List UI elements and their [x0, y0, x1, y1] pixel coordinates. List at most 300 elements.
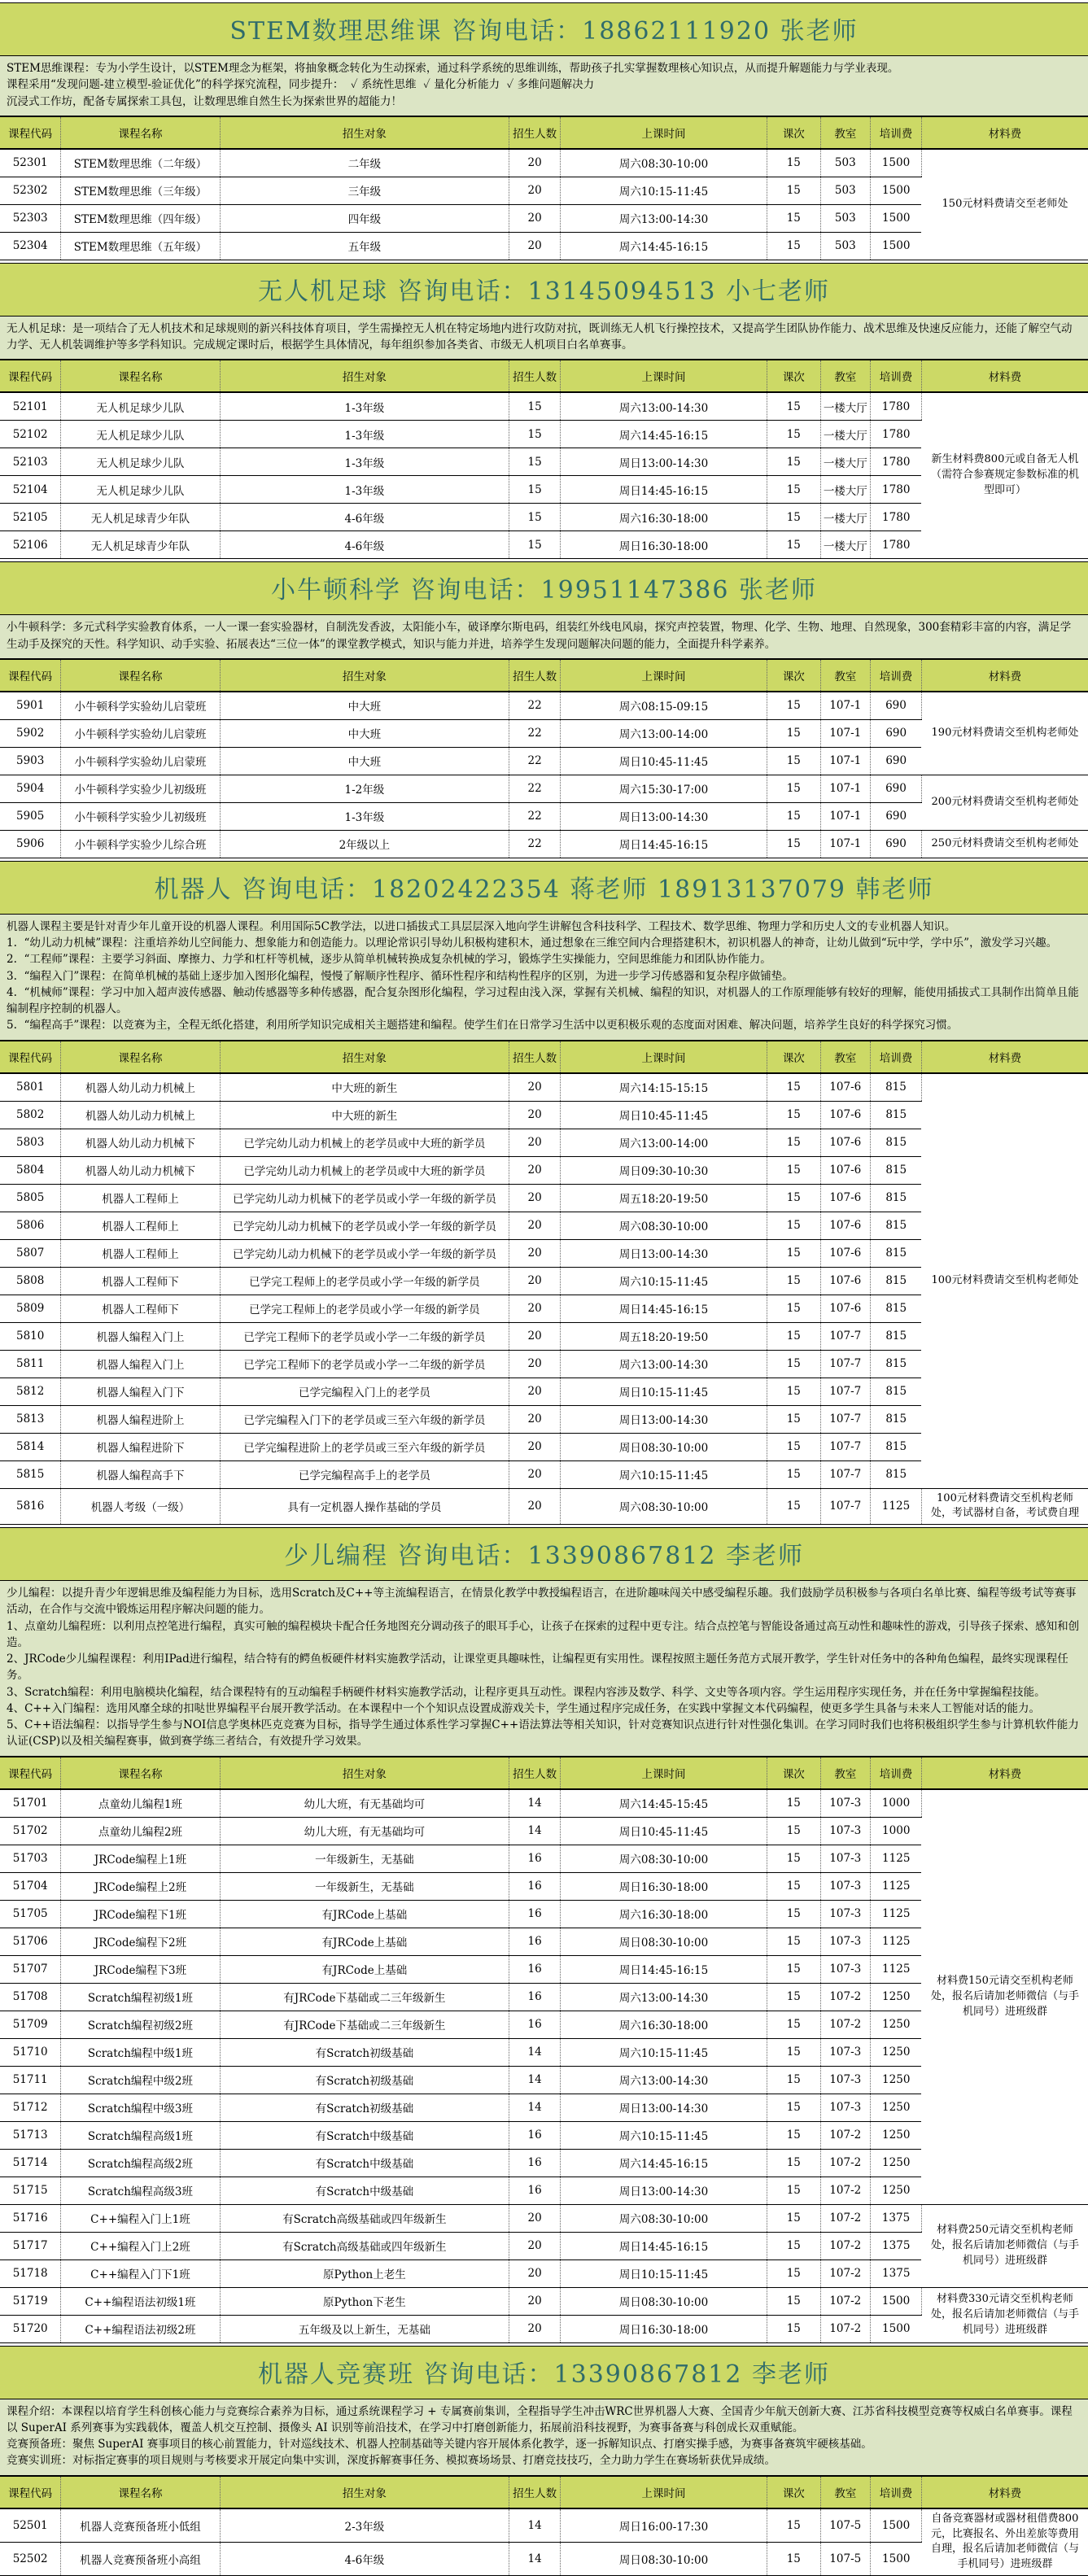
cell-code: 51706 [0, 1928, 61, 1955]
cell-name: C++编程入门下1班 [61, 2259, 220, 2287]
column-header-material: 材料费 [921, 1041, 1088, 1073]
cell-target: 有Scratch高级基础或四年级新生 [220, 2232, 509, 2259]
section-title: STEM数理思维课 咨询电话：18862111920 张老师 [0, 2, 1088, 56]
column-header-target: 招生对象 [220, 659, 509, 692]
cell-target: 有Scratch初级基础 [220, 2038, 509, 2066]
cell-room: 107-1 [820, 802, 871, 830]
cell-sessions: 15 [767, 1212, 821, 1239]
cell-capacity: 20 [509, 1156, 561, 1184]
cell-target: 中大班的新生 [220, 1101, 509, 1129]
cell-name: 机器人考级（一级） [61, 1488, 220, 1525]
cell-capacity: 14 [509, 2542, 561, 2575]
header-row [0, 659, 1088, 692]
cell-code: 51708 [0, 1983, 61, 2011]
cell-target: 原Python上老生 [220, 2259, 509, 2287]
cell-target: 已学完幼儿动力机械下的老学员或小学一年级的新学员 [220, 1212, 509, 1239]
cell-code: 5811 [0, 1350, 61, 1378]
cell-sessions: 15 [767, 1350, 821, 1378]
cell-room: 107-2 [820, 2287, 871, 2315]
cell-fee: 815 [871, 1378, 922, 1405]
cell-time: 周六13:00-14:30 [561, 2066, 767, 2094]
cell-code: 52502 [0, 2542, 61, 2575]
cell-time: 周六08:30-10:00 [561, 149, 767, 177]
column-header-code: 课程代码 [0, 1757, 61, 1789]
description-line: 4. “机械师”课程：学习中加入超声波传感器、触动传感器等多种传感器，配合复杂图形化编程，学习过程由浅入深，掌握有关机械、编程的知识，对机器人的工作原理能够有较好的理解，能使用插拔式工具制作出简单且能编制程序控制的机器人。 [7, 985, 1079, 1015]
cell-target: 1-3年级 [220, 421, 509, 448]
cell-capacity: 20 [509, 1101, 561, 1129]
cell-target: 4-6年级 [220, 504, 509, 531]
cell-time: 周日13:00-14:30 [561, 2177, 767, 2204]
cell-capacity: 20 [509, 177, 561, 204]
column-header-name: 课程名称 [61, 2476, 220, 2508]
column-header-fee: 培训费 [871, 116, 922, 149]
cell-capacity: 22 [509, 802, 561, 830]
cell-name: 无人机足球少儿队 [61, 392, 220, 421]
cell-sessions: 15 [767, 692, 821, 720]
cell-target: 一年级新生，无基础 [220, 1872, 509, 1900]
cell-target: 已学完工程师上的老学员或小学一年级的新学员 [220, 1295, 509, 1322]
cell-sessions: 15 [767, 2542, 821, 2575]
cell-room: 107-1 [820, 775, 871, 802]
course-row [0, 2204, 1088, 2232]
column-header-room: 教室 [820, 1757, 871, 1789]
cell-code: 51709 [0, 2011, 61, 2038]
cell-name: 点童幼儿编程1班 [61, 1789, 220, 1818]
cell-target: 已学完编程入门上的老学员 [220, 1378, 509, 1405]
column-header-material: 材料费 [921, 2476, 1088, 2508]
cell-room: 107-2 [820, 2121, 871, 2149]
cell-name: 机器人幼儿动力机械下 [61, 1129, 220, 1156]
cell-room: 107-5 [820, 2508, 871, 2543]
cell-time: 周日13:00-14:30 [561, 802, 767, 830]
cell-fee: 690 [871, 802, 922, 830]
cell-target: 四年级 [220, 204, 509, 232]
column-header-name: 课程名称 [61, 1757, 220, 1789]
column-header-room: 教室 [820, 2476, 871, 2508]
cell-target: 原Python下老生 [220, 2287, 509, 2315]
cell-fee: 1125 [871, 1488, 922, 1525]
cell-code: 51702 [0, 1817, 61, 1845]
cell-room: 107-6 [820, 1267, 871, 1295]
column-header-target: 招生对象 [220, 1041, 509, 1073]
cell-capacity: 20 [509, 232, 561, 260]
cell-time: 周六08:30-10:00 [561, 2204, 767, 2232]
cell-target: 已学完工程师下的老学员或小学一二年级的新学员 [220, 1350, 509, 1378]
cell-material: 材料费150元请交至机构老师处，报名后请加老师微信（与手机同号）进班级群 [921, 1789, 1088, 2205]
course-section [0, 2, 1088, 260]
cell-name: 小牛顿科学实验少儿初级班 [61, 802, 220, 830]
cell-room: 一楼大厅 [820, 476, 871, 504]
cell-fee: 1780 [871, 504, 922, 531]
column-header-capacity: 招生人数 [509, 2476, 561, 2508]
cell-time: 周六15:30-17:00 [561, 775, 767, 802]
cell-time: 周六16:30-18:00 [561, 2011, 767, 2038]
cell-fee: 1250 [871, 2038, 922, 2066]
cell-capacity: 20 [509, 1378, 561, 1405]
cell-target: 五年级及以上新生，无基础 [220, 2315, 509, 2342]
cell-name: 机器人编程入门下 [61, 1378, 220, 1405]
cell-capacity: 15 [509, 476, 561, 504]
cell-fee: 1780 [871, 531, 922, 559]
cell-capacity: 22 [509, 830, 561, 858]
cell-sessions: 15 [767, 1872, 821, 1900]
cell-code: 5801 [0, 1073, 61, 1102]
cell-fee: 1500 [871, 2542, 922, 2575]
cell-code: 5904 [0, 775, 61, 802]
cell-room: 107-2 [820, 2149, 871, 2177]
cell-target: 有Scratch中级基础 [220, 2149, 509, 2177]
cell-fee: 815 [871, 1184, 922, 1212]
cell-code: 5816 [0, 1488, 61, 1525]
cell-capacity: 22 [509, 747, 561, 775]
cell-fee: 815 [871, 1101, 922, 1129]
column-header-time: 上课时间 [561, 2476, 767, 2508]
cell-room: 107-6 [820, 1073, 871, 1102]
cell-capacity: 20 [509, 1322, 561, 1350]
cell-target: 有JRCode下基础或二三年级新生 [220, 2011, 509, 2038]
cell-time: 周六08:30-10:00 [561, 1845, 767, 1872]
cell-code: 51715 [0, 2177, 61, 2204]
cell-fee: 1375 [871, 2232, 922, 2259]
cell-sessions: 15 [767, 1405, 821, 1433]
column-header-code: 课程代码 [0, 2476, 61, 2508]
cell-sessions: 15 [767, 204, 821, 232]
cell-room: 107-6 [820, 1101, 871, 1129]
cell-target: 已学完编程入门下的老学员或三至六年级的新学员 [220, 1405, 509, 1433]
cell-sessions: 15 [767, 2259, 821, 2287]
cell-name: 无人机足球青少年队 [61, 531, 220, 559]
cell-name: JRCode编程下1班 [61, 1900, 220, 1928]
column-header-time: 上课时间 [561, 360, 767, 393]
cell-code: 5809 [0, 1295, 61, 1322]
column-header-time: 上课时间 [561, 1041, 767, 1073]
cell-capacity: 16 [509, 1845, 561, 1872]
cell-code: 52304 [0, 232, 61, 260]
cell-name: 机器人编程进阶下 [61, 1433, 220, 1460]
cell-code: 5901 [0, 692, 61, 720]
description-line: 3. “编程入门”课程：在简单机械的基础上逐步加入图形化编程，慢慢了解顺序性程序、循环性程序和结构性程序的区别，为进一步学习传感器和复杂程序做铺垫。 [7, 969, 793, 983]
cell-target: 具有一定机器人操作基础的学员 [220, 1488, 509, 1525]
cell-sessions: 15 [767, 719, 821, 747]
cell-room: 107-6 [820, 1239, 871, 1267]
cell-capacity: 16 [509, 1900, 561, 1928]
cell-room: 107-6 [820, 1184, 871, 1212]
cell-time: 周六10:15-11:45 [561, 2121, 767, 2149]
column-header-code: 课程代码 [0, 659, 61, 692]
cell-sessions: 15 [767, 2204, 821, 2232]
cell-target: 有Scratch初级基础 [220, 2066, 509, 2094]
section-title: 无人机足球 咨询电话：13145094513 小七老师 [0, 263, 1088, 317]
cell-capacity: 14 [509, 1817, 561, 1845]
cell-target: 1-3年级 [220, 392, 509, 421]
cell-capacity: 16 [509, 2149, 561, 2177]
cell-name: STEM数理思维（二年级） [61, 149, 220, 177]
cell-fee: 1500 [871, 2287, 922, 2315]
cell-time: 周日13:00-14:30 [561, 1405, 767, 1433]
cell-time: 周日08:30-10:00 [561, 1928, 767, 1955]
cell-room: 503 [820, 204, 871, 232]
cell-target: 已学完编程高手上的老学员 [220, 1460, 509, 1488]
column-header-fee: 培训费 [871, 1757, 922, 1789]
cell-name: 机器人编程入门上 [61, 1350, 220, 1378]
cell-fee: 815 [871, 1460, 922, 1488]
cell-capacity: 15 [509, 421, 561, 448]
cell-time: 周日10:45-11:45 [561, 747, 767, 775]
cell-capacity: 14 [509, 2094, 561, 2121]
cell-code: 51710 [0, 2038, 61, 2066]
cell-code: 51718 [0, 2259, 61, 2287]
cell-room: 107-7 [820, 1322, 871, 1350]
cell-sessions: 15 [767, 1378, 821, 1405]
cell-time: 周日13:00-14:30 [561, 2094, 767, 2121]
cell-code: 5807 [0, 1239, 61, 1267]
cell-fee: 815 [871, 1239, 922, 1267]
cell-material: 190元材料费请交至机构老师处 [921, 692, 1088, 775]
cell-room: 107-7 [820, 1405, 871, 1433]
cell-capacity: 20 [509, 2259, 561, 2287]
cell-code: 5905 [0, 802, 61, 830]
cell-fee: 1125 [871, 1900, 922, 1928]
cell-sessions: 15 [767, 2177, 821, 2204]
cell-material: 新生材料费800元或自备无人机（需符合参赛规定参数标准的机型即可） [921, 392, 1088, 559]
course-table [0, 116, 1088, 260]
cell-code: 5813 [0, 1405, 61, 1433]
cell-sessions: 15 [767, 1295, 821, 1322]
cell-name: 机器人幼儿动力机械上 [61, 1073, 220, 1102]
cell-room: 107-5 [820, 2542, 871, 2575]
description-line: 5. “编程高手”课程：以竞赛为主，全程无纸化搭建，利用所学知识完成相关主题搭建和编程。使学生们在日常学习生活中以更积极乐观的态度面对困难、解决问题，培养学生良好的科学探究习惯。 [7, 1019, 959, 1033]
header-row [0, 2476, 1088, 2508]
cell-capacity: 20 [509, 1239, 561, 1267]
cell-name: 机器人工程师上 [61, 1184, 220, 1212]
cell-name: 无人机足球少儿队 [61, 448, 220, 476]
cell-room: 107-7 [820, 1378, 871, 1405]
cell-room: 107-2 [820, 2011, 871, 2038]
description-line: 2. “工程师”课程：主要学习斜面、摩擦力、力学和杠杆等机械，逐步从简单机械转换成复杂机械的学习，锻炼学生实操能力，空间思维能力和团队协作能力。 [7, 953, 771, 967]
cell-time: 周六13:00-14:30 [561, 1983, 767, 2011]
section-description [0, 56, 1088, 116]
cell-sessions: 15 [767, 2121, 821, 2149]
cell-code: 5906 [0, 830, 61, 858]
course-row [0, 392, 1088, 421]
column-header-sessions: 课次 [767, 659, 821, 692]
column-header-fee: 培训费 [871, 659, 922, 692]
cell-capacity: 22 [509, 719, 561, 747]
cell-target: 已学完工程师下的老学员或小学一二年级的新学员 [220, 1322, 509, 1350]
cell-fee: 690 [871, 692, 922, 720]
cell-sessions: 15 [767, 392, 821, 421]
cell-fee: 815 [871, 1295, 922, 1322]
cell-target: 已学完编程进阶上的老学员或三至六年级的新学员 [220, 1433, 509, 1460]
cell-capacity: 16 [509, 1983, 561, 2011]
cell-time: 周日14:45-16:15 [561, 1955, 767, 1983]
cell-target: 1-3年级 [220, 802, 509, 830]
cell-target: 1-3年级 [220, 448, 509, 476]
cell-fee: 1375 [871, 2204, 922, 2232]
cell-fee: 1780 [871, 448, 922, 476]
column-header-name: 课程名称 [61, 360, 220, 393]
cell-sessions: 15 [767, 2508, 821, 2543]
cell-capacity: 20 [509, 1295, 561, 1322]
cell-room: 503 [820, 149, 871, 177]
cell-time: 周日16:30-18:00 [561, 531, 767, 559]
column-header-sessions: 课次 [767, 2476, 821, 2508]
cell-time: 周日10:15-11:45 [561, 2259, 767, 2287]
cell-sessions: 15 [767, 2066, 821, 2094]
cell-time: 周六14:15-15:15 [561, 1073, 767, 1102]
cell-capacity: 20 [509, 1405, 561, 1433]
cell-name: 小牛顿科学实验幼儿启蒙班 [61, 692, 220, 720]
column-header-capacity: 招生人数 [509, 1757, 561, 1789]
course-row [0, 1789, 1088, 1818]
cell-name: 机器人幼儿动力机械上 [61, 1101, 220, 1129]
cell-sessions: 15 [767, 1101, 821, 1129]
cell-name: 机器人编程进阶上 [61, 1405, 220, 1433]
cell-time: 周六08:30-10:00 [561, 1488, 767, 1525]
cell-code: 51712 [0, 2094, 61, 2121]
cell-capacity: 20 [509, 1184, 561, 1212]
cell-target: 幼儿大班，有无基础均可 [220, 1789, 509, 1818]
cell-code: 5815 [0, 1460, 61, 1488]
cell-target: 1-2年级 [220, 775, 509, 802]
header-row [0, 360, 1088, 393]
cell-fee: 815 [871, 1433, 922, 1460]
cell-capacity: 20 [509, 1488, 561, 1525]
cell-sessions: 15 [767, 1488, 821, 1525]
cell-fee: 690 [871, 747, 922, 775]
column-header-room: 教室 [820, 659, 871, 692]
cell-time: 周六10:15-11:45 [561, 1267, 767, 1295]
course-row [0, 1073, 1088, 1102]
cell-name: JRCode编程上2班 [61, 1872, 220, 1900]
cell-code: 51705 [0, 1900, 61, 1928]
cell-name: 机器人幼儿动力机械下 [61, 1156, 220, 1184]
cell-name: Scratch编程初级1班 [61, 1983, 220, 2011]
course-section [0, 2346, 1088, 2576]
cell-room: 107-1 [820, 719, 871, 747]
cell-fee: 690 [871, 775, 922, 802]
cell-fee: 1125 [871, 1872, 922, 1900]
description-line: 机器人课程主要是针对青少年儿童开设的机器人课程。利用国际5C教学法，以进口插拔式工具层层深入地向学生讲解包含科技科学、工程技术、数学思维、物理力学和历史人文的专业机器人知识。 [7, 919, 956, 933]
cell-time: 周六14:45-16:15 [561, 2149, 767, 2177]
cell-fee: 690 [871, 719, 922, 747]
cell-room: 107-6 [820, 1129, 871, 1156]
column-header-name: 课程名称 [61, 659, 220, 692]
column-header-room: 教室 [820, 360, 871, 393]
cell-code: 51713 [0, 2121, 61, 2149]
cell-target: 三年级 [220, 177, 509, 204]
course-section [0, 561, 1088, 858]
course-table [0, 659, 1088, 858]
cell-target: 有JRCode下基础或二三年级新生 [220, 1983, 509, 2011]
column-header-target: 招生对象 [220, 116, 509, 149]
cell-name: STEM数理思维（五年级） [61, 232, 220, 260]
cell-fee: 1780 [871, 392, 922, 421]
cell-code: 52106 [0, 531, 61, 559]
cell-name: C++编程入门上1班 [61, 2204, 220, 2232]
cell-capacity: 15 [509, 448, 561, 476]
cell-material: 250元材料费请交至机构老师处 [921, 830, 1088, 858]
cell-target: 中大班 [220, 747, 509, 775]
cell-target: 2-3年级 [220, 2508, 509, 2543]
cell-target: 已学完幼儿动力机械上的老学员或中大班的新学员 [220, 1156, 509, 1184]
cell-name: 机器人编程高手下 [61, 1460, 220, 1488]
description-line: 课程介绍：本课程以培育学生科创核心能力与竞赛综合素养为目标，通过系统课程学习 + 专属赛前集训，全程指导学生冲击WRC世界机器人大赛、全国青少年航天创新大赛、江苏省科技模型竞赛等权威白名单赛事。课程以 SuperAI 系列赛事为实践载体，覆盖人机交互控制、摄像头 AI 识别等前沿技术，在学习中打磨创新能力，拓展前沿科技视野，为赛事备赛与科创成长双重赋能。 [7, 2404, 1073, 2434]
cell-sessions: 15 [767, 232, 821, 260]
cell-capacity: 20 [509, 2315, 561, 2342]
cell-room: 107-3 [820, 1817, 871, 1845]
cell-sessions: 15 [767, 2011, 821, 2038]
cell-capacity: 14 [509, 2038, 561, 2066]
cell-room: 107-3 [820, 2038, 871, 2066]
cell-sessions: 15 [767, 1460, 821, 1488]
cell-code: 5806 [0, 1212, 61, 1239]
cell-time: 周六10:15-11:45 [561, 177, 767, 204]
cell-fee: 815 [871, 1156, 922, 1184]
cell-code: 5802 [0, 1101, 61, 1129]
cell-time: 周六13:00-14:00 [561, 1129, 767, 1156]
cell-time: 周日10:15-11:45 [561, 1378, 767, 1405]
cell-time: 周日08:30-10:00 [561, 2542, 767, 2575]
course-table [0, 360, 1088, 559]
cell-room: 107-1 [820, 692, 871, 720]
cell-name: 机器人工程师下 [61, 1267, 220, 1295]
cell-capacity: 16 [509, 1955, 561, 1983]
cell-fee: 1250 [871, 1983, 922, 2011]
cell-time: 周日13:00-14:30 [561, 1239, 767, 1267]
column-header-target: 招生对象 [220, 2476, 509, 2508]
cell-name: 小牛顿科学实验少儿初级班 [61, 775, 220, 802]
cell-time: 周六10:15-11:45 [561, 2038, 767, 2066]
cell-fee: 1500 [871, 177, 922, 204]
cell-time: 周六14:45-16:15 [561, 232, 767, 260]
cell-code: 5812 [0, 1378, 61, 1405]
cell-target: 有Scratch高级基础或四年级新生 [220, 2204, 509, 2232]
cell-sessions: 15 [767, 1267, 821, 1295]
cell-target: 二年级 [220, 149, 509, 177]
cell-room: 107-3 [820, 2094, 871, 2121]
cell-sessions: 15 [767, 775, 821, 802]
cell-material: 材料费250元请交至机构老师处，报名后请加老师微信（与手机同号）进班级群 [921, 2204, 1088, 2287]
cell-capacity: 15 [509, 392, 561, 421]
cell-time: 周六13:00-14:30 [561, 392, 767, 421]
course-section [0, 263, 1088, 560]
cell-target: 已学完工程师上的老学员或小学一年级的新学员 [220, 1267, 509, 1295]
description-line: 3、Scratch编程：利用电脑模块化编程，结合课程特有的互动编程手柄硬件材料实施教学活动，让程序更具互动性。课程内容涉及数学、科学、文史等各项内容。学生运用程序实现任务，并在任务中掌握编程技能。 [7, 1685, 1046, 1699]
course-row [0, 830, 1088, 858]
cell-material: 材料费330元请交至机构老师处，报名后请加老师微信（与手机同号）进班级群 [921, 2287, 1088, 2342]
cell-sessions: 15 [767, 1955, 821, 1983]
column-header-code: 课程代码 [0, 116, 61, 149]
cell-target: 有Scratch中级基础 [220, 2177, 509, 2204]
cell-name: C++编程语法初级2班 [61, 2315, 220, 2342]
cell-name: JRCode编程上1班 [61, 1845, 220, 1872]
cell-fee: 1250 [871, 2066, 922, 2094]
cell-time: 周日10:45-11:45 [561, 1817, 767, 1845]
course-row [0, 1488, 1088, 1525]
description-line: 沉浸式工作坊，配备专属探索工具包，让数理思维自然生长为探索世界的超能力！ [7, 94, 402, 108]
cell-capacity: 20 [509, 1433, 561, 1460]
cell-room: 107-2 [820, 2204, 871, 2232]
cell-name: JRCode编程下3班 [61, 1955, 220, 1983]
cell-sessions: 15 [767, 2149, 821, 2177]
cell-name: 机器人工程师上 [61, 1239, 220, 1267]
cell-sessions: 15 [767, 504, 821, 531]
cell-target: 2年级以上 [220, 830, 509, 858]
cell-fee: 815 [871, 1350, 922, 1378]
cell-room: 一楼大厅 [820, 392, 871, 421]
column-header-material: 材料费 [921, 360, 1088, 393]
